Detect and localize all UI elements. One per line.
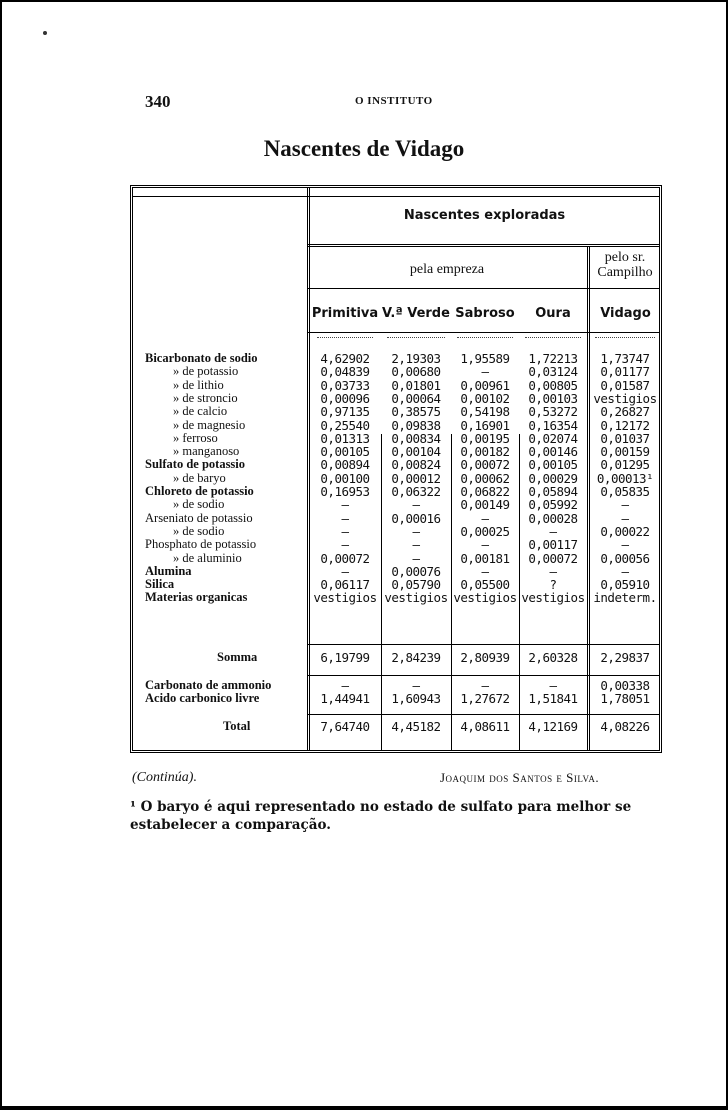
- table-cell: –: [481, 678, 489, 693]
- row-label: Phosphato de potassio: [145, 537, 257, 552]
- table-cell: 1,72213: [528, 351, 578, 366]
- ornament: [317, 334, 373, 338]
- page-title: Nascentes de Vidago: [263, 136, 465, 161]
- table-cell: –: [341, 678, 349, 693]
- table-cell: –: [481, 563, 489, 579]
- row-label: » de calcio: [173, 404, 228, 419]
- table-cell: –: [341, 563, 349, 579]
- footnote: ¹ O baryo é aqui representado no estado de sulfato para melhor se estabelecer a comparação.: [130, 799, 632, 833]
- table-cell: 0,05500: [460, 577, 510, 593]
- table-cell: 0,00105: [320, 444, 370, 460]
- continua-note: (Continúa).: [132, 770, 197, 785]
- scan-speck: [43, 31, 47, 35]
- table-cell: 2,80939: [460, 650, 510, 665]
- row-label: » de sodio: [173, 523, 225, 538]
- table-cell: 0,16901: [460, 417, 510, 433]
- table-cell: 1,44941: [320, 691, 370, 707]
- row-label: » de lithio: [173, 377, 224, 392]
- table-cell: 0,00072: [528, 550, 578, 566]
- top-rule: [133, 196, 659, 197]
- table-cell: 0,01313: [320, 430, 370, 446]
- col-primitiva: Primitiva: [311, 306, 379, 321]
- table-cell: 0,00076: [391, 563, 441, 579]
- table-cell: –: [621, 563, 629, 579]
- table-cell: 6,19799: [320, 650, 370, 665]
- table-cell: 1,27672: [460, 691, 510, 707]
- table-cell: 0,05835: [600, 484, 650, 499]
- table-cell: vestigios: [384, 590, 448, 606]
- total-rule: [307, 714, 659, 715]
- table-cell: 0,00072: [460, 457, 510, 473]
- table-cell: 0,16953: [320, 484, 370, 499]
- table-cell: 0,00025: [460, 523, 510, 539]
- table-cell: –: [621, 510, 629, 526]
- table-cell: 0,00022: [600, 523, 650, 539]
- table-cell: 0,00100: [320, 470, 370, 486]
- group-heading: Nascentes exploradas: [403, 208, 566, 223]
- col-sabroso: Sabroso: [455, 306, 515, 321]
- table-cell: 0,54198: [460, 404, 510, 420]
- row-label: Alumina: [145, 563, 192, 578]
- table-cell: 0,06822: [460, 484, 510, 499]
- table-cell: 1,60943: [391, 691, 441, 707]
- table-cell: 4,62902: [320, 351, 370, 366]
- table-cell: ?: [549, 577, 557, 593]
- table-cell: 1,78051: [600, 691, 650, 707]
- running-head: [145, 92, 565, 112]
- row-label: » de aluminio: [173, 550, 242, 565]
- author-signature: Joaquim dos Santos e Silva.: [440, 770, 600, 785]
- table-cell: 0,04839: [320, 364, 370, 380]
- table-cell: 0,00103: [528, 390, 578, 406]
- table-cell: –: [412, 537, 420, 553]
- ornament: [457, 334, 513, 338]
- table-cell: –: [549, 678, 557, 693]
- table-cell: 0,05894: [528, 484, 578, 499]
- table-cell: 4,12169: [528, 719, 578, 734]
- table-cell: 0,03124: [528, 364, 578, 380]
- table-cell: –: [549, 563, 557, 579]
- ornament: [595, 334, 655, 338]
- table-cell: 0,38575: [391, 404, 441, 420]
- table-cell: 0,00096: [320, 390, 370, 406]
- table-cell: 0,01295: [600, 457, 650, 473]
- table-cell: 0,53272: [528, 404, 578, 420]
- subgroup-empresa: pela empreza: [409, 262, 485, 277]
- table-cell: 0,06322: [391, 484, 441, 499]
- table-cell: 0,00117: [528, 537, 578, 553]
- table-cell: –: [341, 537, 349, 553]
- table-cell: 0,00028: [528, 510, 578, 526]
- table-cell: 0,00805: [528, 377, 578, 393]
- table-cell: vestigios: [313, 590, 377, 606]
- table-cell: 0,00105: [528, 457, 578, 473]
- somma-rule-top: [307, 644, 659, 645]
- journal-title: O INSTITUTO: [355, 95, 433, 107]
- col-va-verde: V.ª Verde: [382, 306, 450, 321]
- table-cell: vestigios: [521, 590, 585, 606]
- table-cell: vestigios: [593, 390, 657, 406]
- table-cell: 0,00149: [460, 497, 510, 513]
- table-cell: 0,00016: [391, 510, 441, 526]
- table-cell: 0,00181: [460, 550, 510, 566]
- table-cell: –: [341, 510, 349, 526]
- page-number: 340: [145, 92, 171, 111]
- row-label: » de potassio: [173, 364, 239, 379]
- table-cell: 0,00064: [391, 390, 441, 406]
- row-label: Materias organicas: [145, 590, 248, 605]
- analysis-table: [130, 185, 662, 753]
- table-cell: 0,05910: [600, 577, 650, 593]
- table-cell: 2,29837: [600, 650, 650, 665]
- table-cell: 0,97135: [320, 404, 370, 420]
- table-cell: –: [549, 523, 557, 539]
- table-cell: –: [621, 537, 629, 553]
- table-cell: 0,00029: [528, 470, 578, 486]
- table-cell: 7,64740: [320, 719, 370, 734]
- table-cell: 0,00056: [600, 550, 650, 566]
- table-cell: –: [481, 537, 489, 553]
- table-cell: 0,00680: [391, 364, 441, 380]
- table-cell: indeterm.: [593, 590, 657, 606]
- table-cell: 4,08611: [460, 719, 510, 734]
- table-cell: 0,00102: [460, 390, 510, 406]
- table-cell: 0,25540: [320, 417, 370, 433]
- table-cell: 2,19303: [391, 351, 441, 366]
- table-cell: 0,00146: [528, 444, 578, 460]
- row-label: Arseniato de potassio: [145, 510, 253, 525]
- table-cell: 0,00824: [391, 457, 441, 473]
- table-cell: 0,01177: [600, 364, 650, 380]
- table-cell: –: [412, 550, 420, 566]
- table-cell: 0,00104: [391, 444, 441, 460]
- row-label: Somma: [217, 650, 258, 664]
- table-cell: –: [412, 678, 420, 693]
- table-cell: 0,00834: [391, 430, 441, 446]
- table-cell: –: [412, 497, 420, 513]
- table-cell: 0,01587: [600, 377, 650, 393]
- row-label: » de baryo: [173, 470, 226, 485]
- table-cell: 0,00159: [600, 444, 650, 460]
- table-cell: 0,00012: [391, 470, 441, 486]
- table-cell: 4,08226: [600, 719, 650, 734]
- table-cell: –: [621, 497, 629, 513]
- row-label: Silica: [145, 577, 175, 592]
- table-cell: 0,00961: [460, 377, 510, 393]
- ornament: [525, 334, 581, 338]
- table-cell: –: [412, 523, 420, 539]
- ornament: [387, 334, 445, 338]
- table-cell: 1,51841: [528, 691, 578, 707]
- heading-rule: [307, 244, 659, 247]
- row-label: » ferroso: [173, 430, 218, 445]
- table-cell: 0,12172: [600, 417, 650, 433]
- table-cell: 2,60328: [528, 650, 578, 665]
- row-label: Total: [223, 719, 251, 733]
- row-label: Carbonato de ammonio: [145, 678, 272, 692]
- col-oura: Oura: [535, 306, 571, 321]
- colheading-rule: [307, 332, 659, 333]
- table-cell: 0,05992: [528, 497, 578, 513]
- subgroup-campilho: pelo sr. Campilho: [597, 250, 653, 280]
- table-cell: 0,00013¹: [596, 470, 654, 486]
- table-cell: 0,03733: [320, 377, 370, 393]
- subheading-rule: [307, 288, 659, 289]
- table-cell: 2,84239: [391, 650, 441, 665]
- table-cell: 0,02074: [528, 430, 578, 446]
- table-cell: –: [481, 364, 489, 380]
- col-vidago: Vidago: [600, 306, 651, 321]
- table-cell: 1,95589: [460, 351, 510, 366]
- row-label: Bicarbonato de sodio: [145, 351, 258, 365]
- table-cell: 0,05790: [391, 577, 441, 593]
- table-cell: 0,00338: [600, 678, 650, 693]
- table-cell: –: [341, 523, 349, 539]
- table-cell: 0,01037: [600, 430, 650, 446]
- table-cell: 0,01801: [391, 377, 441, 393]
- row-label: Acido carbonico livre: [145, 691, 260, 706]
- table-cell: 1,73747: [600, 351, 650, 366]
- table-cell: vestigios: [453, 590, 517, 606]
- table-cell: 0,00182: [460, 444, 510, 460]
- row-label: Sulfato de potassio: [145, 457, 246, 472]
- row-label: » de stroncio: [173, 390, 238, 405]
- table-cell: 0,00195: [460, 430, 510, 446]
- table-cell: –: [481, 510, 489, 526]
- table-cell: 0,00894: [320, 457, 370, 473]
- row-label: » manganoso: [173, 444, 240, 459]
- table-cell: 0,00062: [460, 470, 510, 486]
- table-cell: 0,00072: [320, 550, 370, 566]
- somma-rule-bottom: [307, 675, 659, 676]
- table-cell: –: [341, 497, 349, 513]
- table-cell: 0,06117: [320, 577, 370, 593]
- table-cell: 0,09838: [391, 417, 441, 433]
- row-label: Chloreto de potassio: [145, 484, 254, 498]
- row-label: » de magnesio: [173, 417, 246, 432]
- table-cell: 0,26827: [600, 404, 650, 420]
- row-label: » de sodio: [173, 497, 225, 512]
- table-cell: 4,45182: [391, 719, 441, 734]
- table-cell: 0,16354: [528, 417, 578, 433]
